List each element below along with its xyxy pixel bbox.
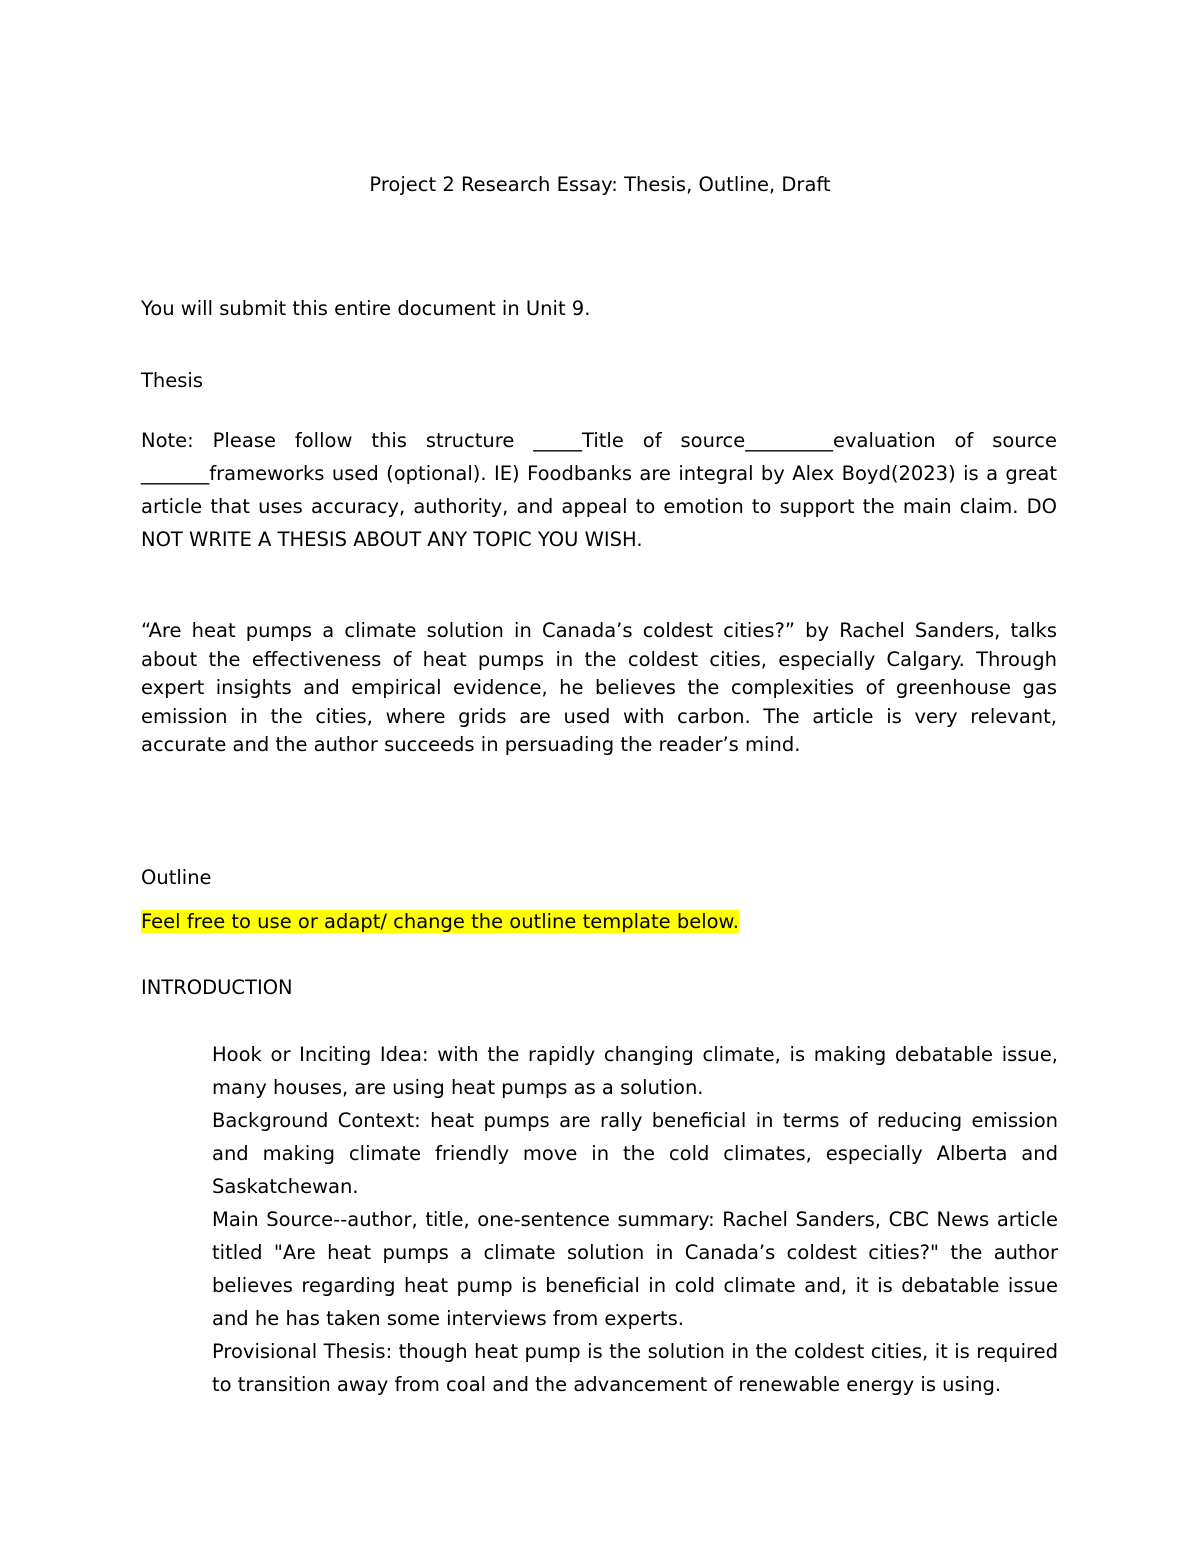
thesis-heading: Thesis (141, 369, 204, 392)
outline-item-background: Background Context: heat pumps are rally beneficial in terms of reducing emission and making climate friendly move in the cold climates, especially Alberta and Saskatchewan. (212, 1109, 1058, 1198)
document-title: Project 2 Research Essay: Thesis, Outline, Draft (369, 173, 831, 196)
outline-heading: Outline (141, 866, 212, 889)
outline-instructions (141, 905, 739, 938)
thesis-statement: “Are heat pumps a climate solution in Canada’s coldest cities?” by Rachel Sanders, talks about the effectiveness of heat pumps in the coldest cities, especially Calgary. Through expert insights and empirical evidence, he believes the complexities of greenhouse gas emission in the cities, where grids are used with carbon. The article is very relevant, accurate and the author succeeds in persuading the reader’s mind. (141, 619, 1057, 756)
thesis-instructions: Note: Please follow this structure _____Title of source_________evaluation of source _______frameworks used (optional). IE) Foodbanks are integral by Alex Boyd(2023) is a great article that uses accuracy, authority, and appeal to emotion to support the main claim. DO NOT WRITE A THESIS ABOUT ANY TOPIC YOU WISH. (141, 429, 1057, 551)
introduction-outline (212, 1038, 1058, 1401)
submit-note: You will submit this entire document in Unit 9. (141, 297, 591, 320)
outline-item-hook: Hook or Inciting Idea: with the rapidly changing climate, is making debatable issue, many houses, are using heat pumps as a solution. (212, 1043, 1058, 1099)
outline-item-provisional-thesis: Provisional Thesis: though heat pump is the solution in the coldest cities, it is required to transition away from coal and the advancement of renewable energy is using. (212, 1340, 1058, 1396)
introduction-heading: INTRODUCTION (141, 976, 293, 999)
outline-item-main-source: Main Source--author, title, one-sentence summary: Rachel Sanders, CBC News article titled "Are heat pumps a climate solution in Canada’s coldest cities?" the author believes regarding heat pump is beneficial in cold climate and, it is debatable issue and he has taken some interviews from experts. (212, 1208, 1058, 1330)
highlighted-text: Feel free to use or adapt/ change the outline template below. (141, 910, 739, 933)
